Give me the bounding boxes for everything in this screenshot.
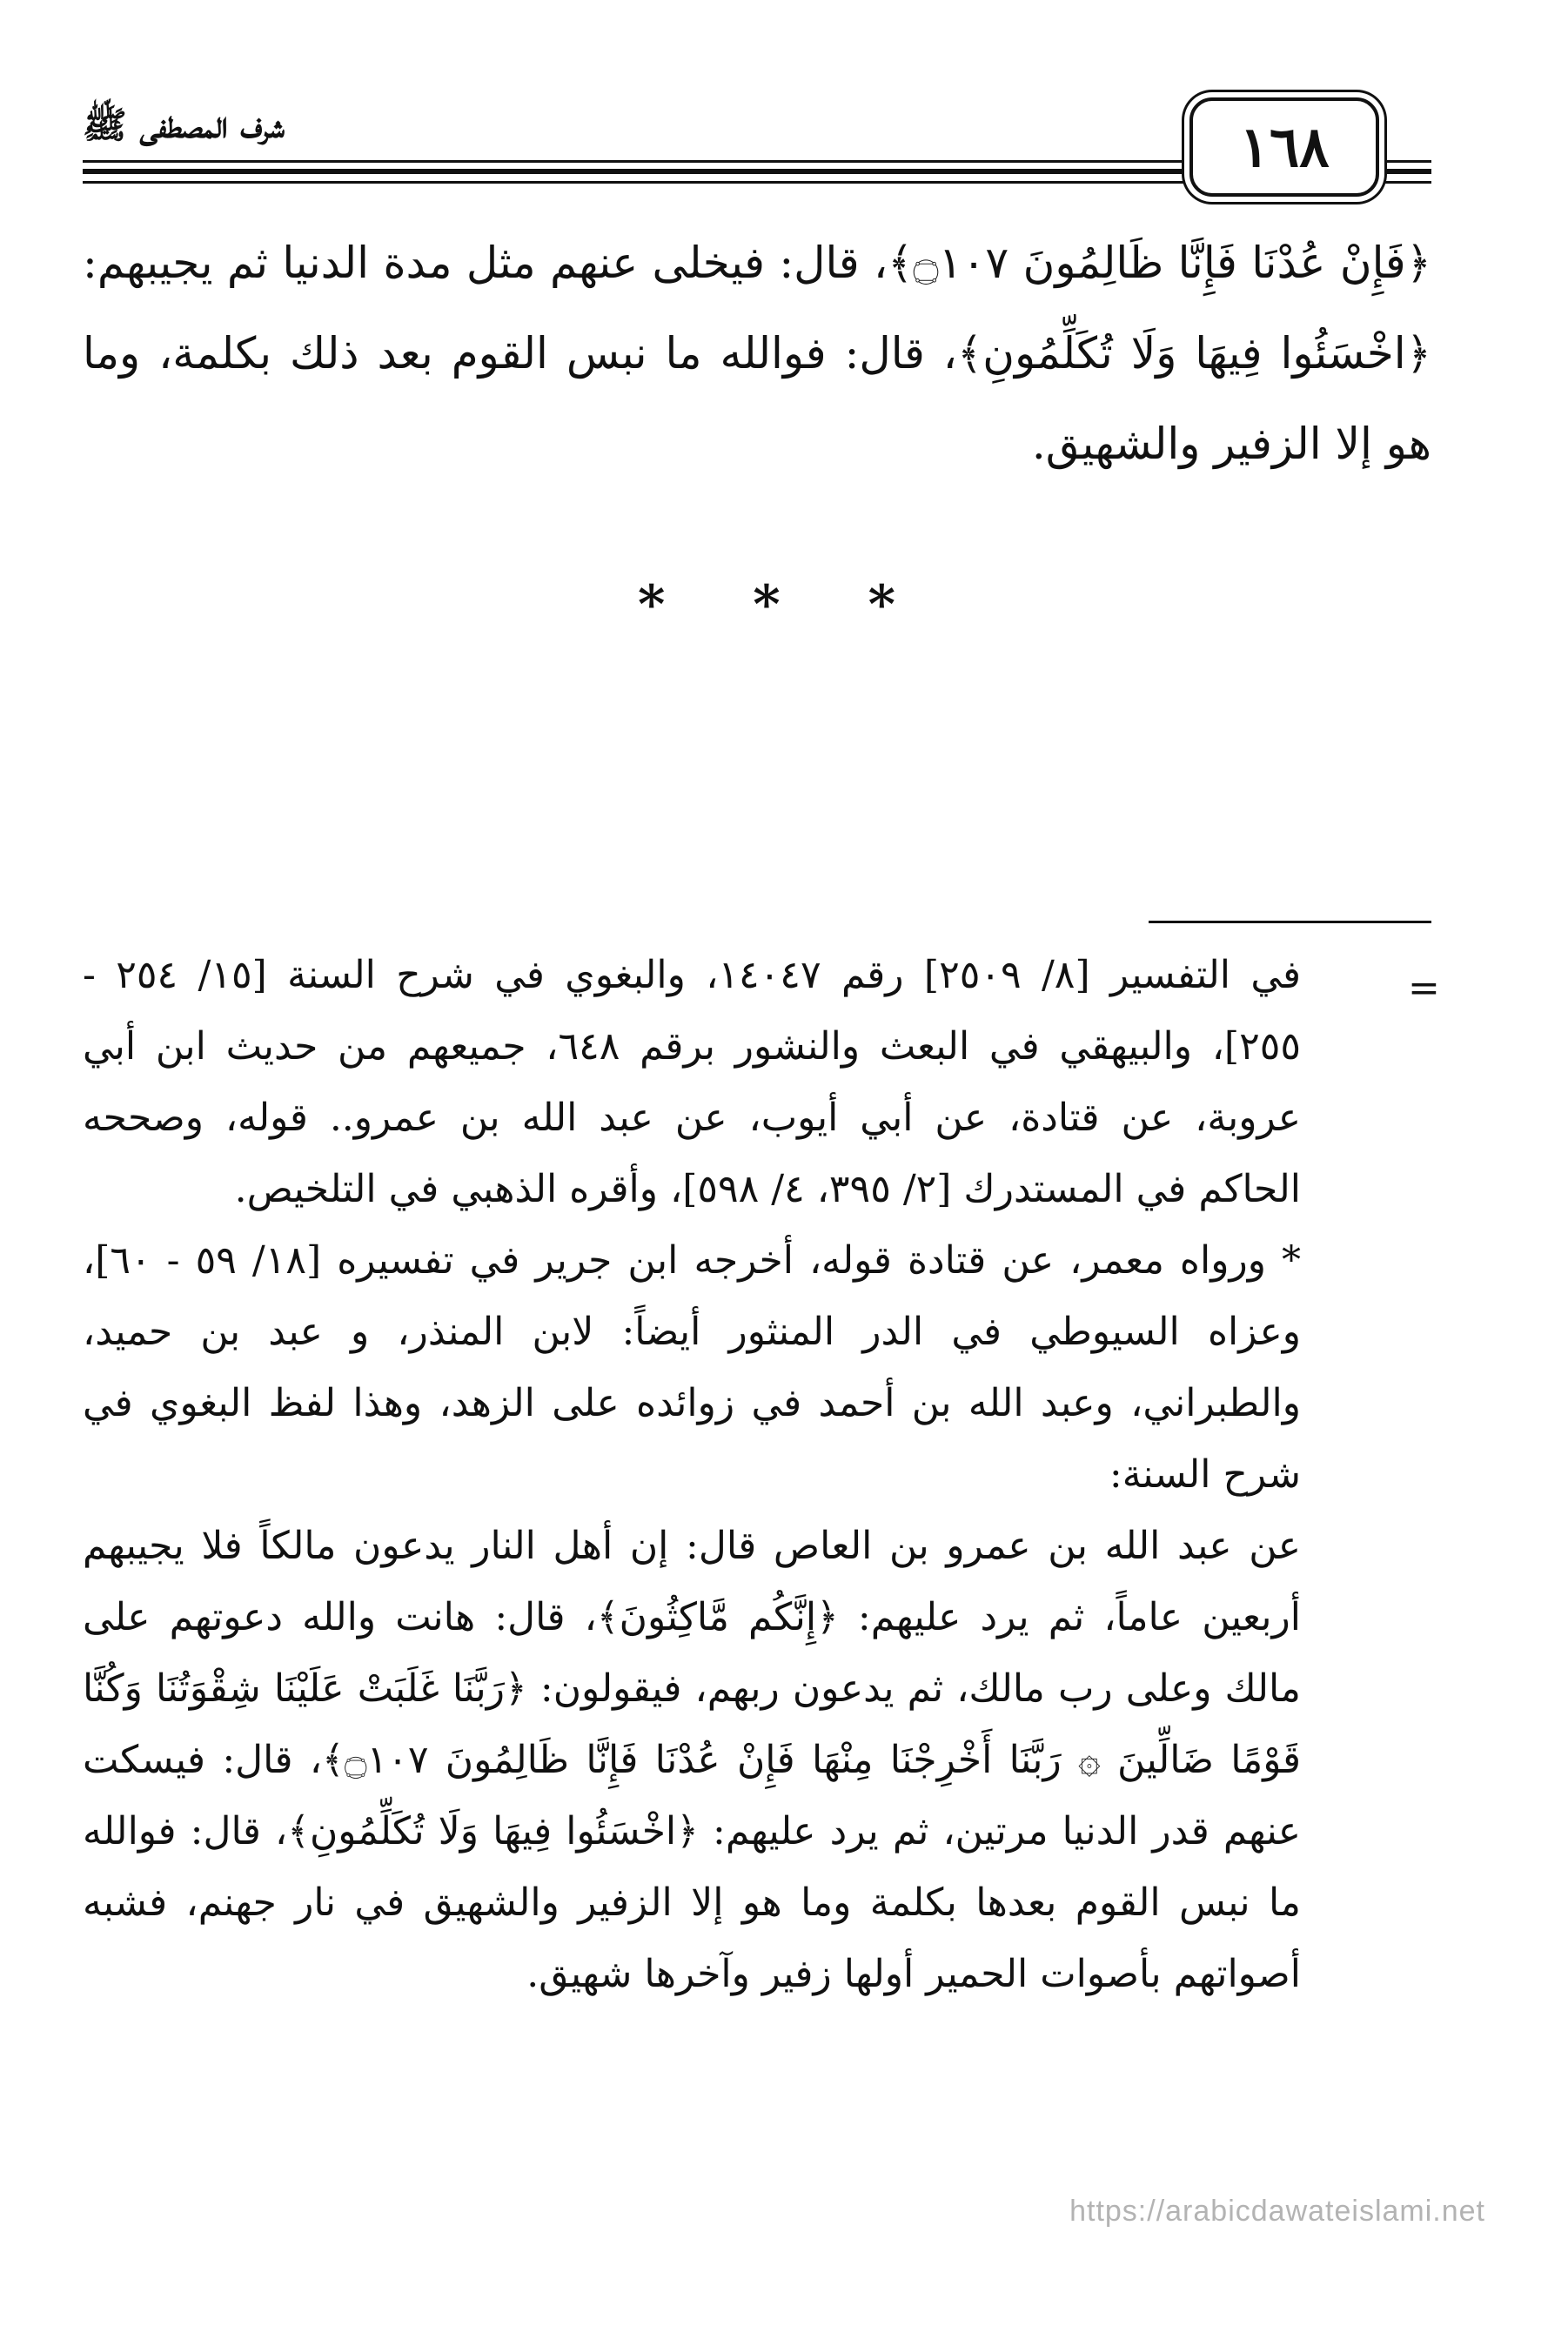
footnote-rule	[1149, 921, 1431, 923]
footnote-continuation-mark: =	[1408, 966, 1440, 1010]
footnote-text	[83, 940, 1301, 2010]
footnote-paragraph: * ورواه معمر، عن قتادة قوله، أخرجه ابن جرير في تفسيره [١٨/ ٥٩ - ٦٠]، وعزاه السيوطي في الدر المنثور أيضاً: لابن المنذر، و عبد بن حميد، والطبراني، وعبد الله بن أحمد في زوائده على الزهد، وهذا لفظ البغوي في شرح السنة:	[83, 1238, 1301, 1497]
section-separator: * * *	[638, 574, 930, 635]
page-number: ١٦٨	[1239, 114, 1330, 180]
page-number-frame	[1189, 97, 1379, 197]
main-text	[83, 218, 1431, 489]
watermark-url: https://arabicdawateislami.net	[1069, 2195, 1485, 2228]
page-header	[83, 97, 1431, 202]
footnote-paragraph: في التفسير [٨/ ٢٥٠٩] رقم ١٤٠٤٧، والبغوي في شرح السنة [١٥/ ٢٥٤ - ٢٥٥]، والبيهقي في البعث والنشور برقم ٦٤٨، جميعهم من حديث ابن أبي عروبة، عن قتادة، عن أبي أيوب، عن عبد الله بن عمرو.. قوله، وصححه الحاكم في المستدرك [٢/ ٣٩٥، ٤/ ٥٩٨]، وأقره الذهبي في التلخيص.	[83, 953, 1302, 1211]
main-paragraph: ﴿فَإِنْ عُدْنَا فَإِنَّا ظَالِمُونَ ۝١٠٧﴾، قال: فيخلى عنهم مثل مدة الدنيا ثم يجيبهم: ﴿اخْسَئُوا فِيهَا وَلَا تُكَلِّمُونِ﴾، قال: فوالله ما نبس القوم بعد ذلك بكلمة، وما هو إلا الزفير والشهيق.	[83, 238, 1431, 469]
footnote-paragraph: عن عبد الله بن عمرو بن العاص قال: إن أهل النار يدعون مالكاً فلا يجيبهم أربعين عاماً، ثم يرد عليهم: ﴿إِنَّكُم مَّاكِثُونَ﴾، قال: هانت والله دعوتهم على مالك وعلى رب مالك، ثم يدعون ربهم، فيقولون: ﴿رَبَّنَا غَلَبَتْ عَلَيْنَا شِقْوَتُنَا وَكُنَّا قَوْمًا ضَالِّينَ ۞ رَبَّنَا أَخْرِجْنَا مِنْهَا فَإِنْ عُدْنَا فَإِنَّا ظَالِمُونَ ۝١٠٧﴾، قال: فيسكت عنهم قدر الدنيا مرتين، ثم يرد عليهم: ﴿اخْسَئُوا فِيهَا وَلَا تُكَلِّمُونِ﴾، قال: فوالله ما نبس القوم بعدها بكلمة وما هو إلا الزفير والشهيق في نار جهنم، فشبه أصواتهم بأصوات الحمير أولها زفير وآخرها شهيق.	[83, 1524, 1302, 1996]
running-title: شرف المصطفى ﷺ	[83, 103, 293, 156]
